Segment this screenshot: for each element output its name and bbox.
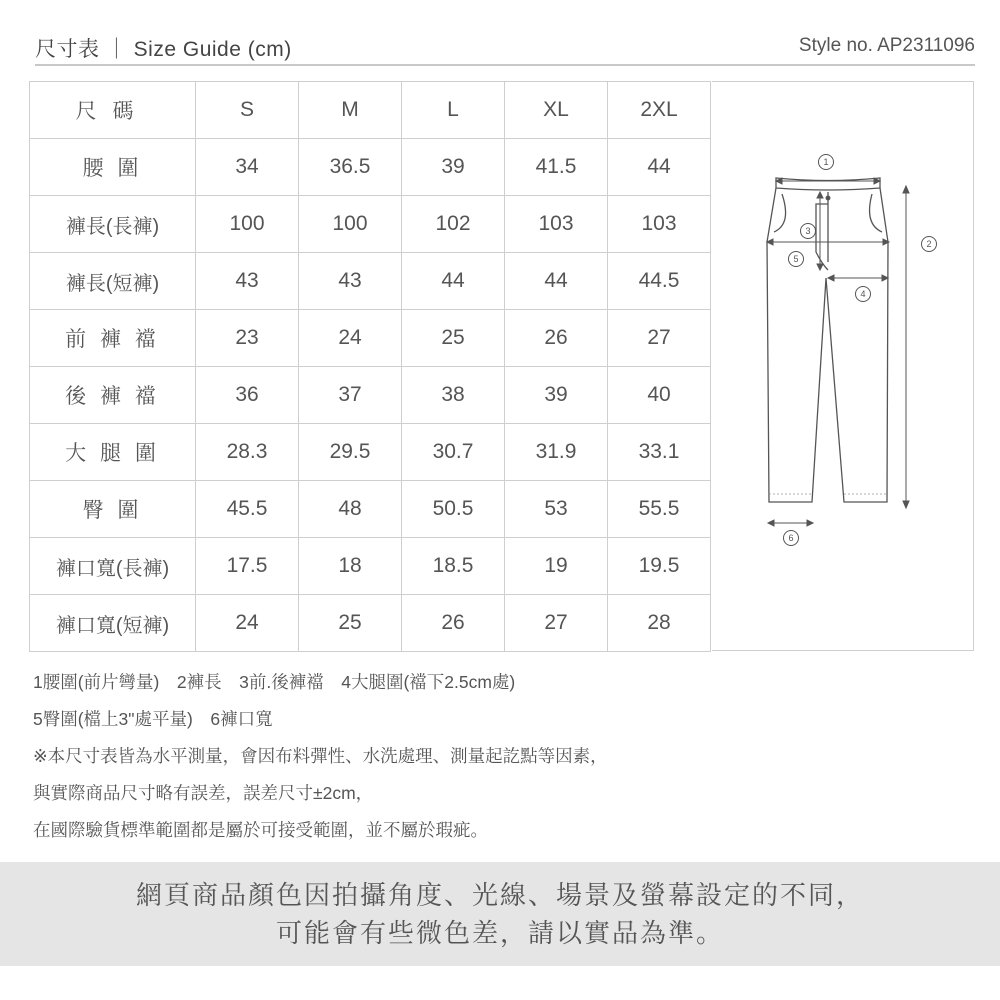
note-line: 5臀圍(檔上3"處平量) 6褲口寬: [33, 709, 273, 729]
table-cell: 25: [299, 595, 402, 652]
arrowhead: [807, 520, 813, 526]
table-cell: 23: [196, 310, 299, 367]
column-header-size-label: 尺碼: [30, 82, 196, 139]
marker-4: [856, 287, 871, 302]
table-cell: 36.5: [299, 139, 402, 196]
table-row: [30, 139, 711, 196]
marker-5-label: 5: [793, 254, 799, 264]
table-cell: 44: [608, 139, 711, 196]
table-cell: 18.5: [402, 538, 505, 595]
table-cell: 18: [299, 538, 402, 595]
table-cell: 17.5: [196, 538, 299, 595]
table-cell: 44.5: [608, 253, 711, 310]
table-cell: 53: [505, 481, 608, 538]
table-cell: 44: [402, 253, 505, 310]
table-cell: 41.5: [505, 139, 608, 196]
column-header-size: S: [196, 82, 299, 139]
table-cell: 29.5: [299, 424, 402, 481]
table-cell: 102: [402, 196, 505, 253]
table-header-row: [30, 82, 711, 139]
table-row: [30, 481, 711, 538]
note-line: 在國際驗貨標準範圍都是屬於可接受範圍，並不屬於瑕疵。: [33, 820, 488, 840]
table-cell: 19.5: [608, 538, 711, 595]
table-cell: 43: [196, 253, 299, 310]
marker-3-label: 3: [805, 226, 811, 236]
fly-stitch: [816, 204, 828, 270]
table-cell: 26: [505, 310, 608, 367]
marker-5: [789, 252, 804, 267]
column-header-size: M: [299, 82, 402, 139]
arrowhead: [903, 186, 909, 193]
marker-6: [784, 531, 799, 546]
marker-6-label: 6: [788, 533, 794, 543]
table-cell: 44: [505, 253, 608, 310]
arrowhead: [828, 275, 834, 281]
row-label: 褲長(長褲): [30, 196, 196, 253]
table-cell: 24: [196, 595, 299, 652]
disclaimer-line-2: 可能會有些微色差，請以實品為準。: [275, 918, 724, 948]
right-pocket: [870, 194, 882, 232]
table-cell: 28.3: [196, 424, 299, 481]
measurement-notes: [33, 670, 608, 855]
marker-3: [801, 224, 816, 239]
column-header-size: XL: [505, 82, 608, 139]
table-cell: 39: [505, 367, 608, 424]
table-cell: 24: [299, 310, 402, 367]
page-title: 尺寸表 ｜ Size Guide (cm): [35, 38, 292, 61]
table-cell: 39: [402, 139, 505, 196]
table-row: [30, 595, 711, 652]
row-label: 褲長(短褲): [30, 253, 196, 310]
column-header-size: 2XL: [608, 82, 711, 139]
arrowhead: [817, 264, 823, 270]
pants-measurement-diagram: [712, 82, 973, 650]
table-cell: 43: [299, 253, 402, 310]
row-label: 褲口寬(短褲): [30, 595, 196, 652]
table-cell: 27: [608, 310, 711, 367]
marker-4-label: 4: [860, 289, 866, 299]
table-cell: 103: [505, 196, 608, 253]
color-disclaimer-banner: [0, 862, 1000, 966]
pants-outline: [767, 178, 888, 502]
waistband: [776, 178, 880, 190]
marker-2-label: 2: [926, 239, 932, 249]
arrowhead: [882, 275, 888, 281]
table-cell: 25: [402, 310, 505, 367]
row-label: 大 腿 圍: [30, 424, 196, 481]
table-cell: 26: [402, 595, 505, 652]
measurement-markers: [784, 155, 937, 546]
table-cell: 103: [608, 196, 711, 253]
table-cell: 19: [505, 538, 608, 595]
table-cell: 36: [196, 367, 299, 424]
table-row: [30, 367, 711, 424]
table-cell: 100: [196, 196, 299, 253]
left-pocket: [774, 194, 786, 232]
table-cell: 50.5: [402, 481, 505, 538]
table-cell: 40: [608, 367, 711, 424]
disclaimer-line-1: 網頁商品顏色因拍攝角度、光線、場景及螢幕設定的不同，: [135, 880, 864, 910]
table-row: [30, 310, 711, 367]
row-label: 褲口寬(長褲): [30, 538, 196, 595]
row-label: 前 褲 襠: [30, 310, 196, 367]
note-line: 1腰圍(前片彎量) 2褲長 3前.後褲襠 4大腿圍(襠下2.5cm處): [33, 672, 516, 692]
marker-1-label: 1: [823, 157, 829, 167]
table-cell: 31.9: [505, 424, 608, 481]
pants-diagram-panel: [712, 81, 974, 651]
table-cell: 27: [505, 595, 608, 652]
table-cell: 28: [608, 595, 711, 652]
table-cell: 34: [196, 139, 299, 196]
header: [35, 30, 975, 66]
marker-2: [922, 237, 937, 252]
button: [826, 196, 830, 200]
arrowhead: [768, 520, 774, 526]
style-number: Style no. AP2311096: [798, 35, 975, 56]
table-cell: 55.5: [608, 481, 711, 538]
column-header-size: L: [402, 82, 505, 139]
table-row: [30, 253, 711, 310]
note-line: 與實際商品尺寸略有誤差，誤差尺寸±2cm，: [33, 783, 374, 803]
note-line: ※本尺寸表皆為水平測量，會因布料彈性、水洗處理、測量起訖點等因素，: [33, 746, 608, 766]
table-cell: 33.1: [608, 424, 711, 481]
size-table: [29, 81, 711, 652]
marker-1: [819, 155, 834, 170]
row-label: 臀 圍: [30, 481, 196, 538]
table-cell: 48: [299, 481, 402, 538]
table-cell: 30.7: [402, 424, 505, 481]
arrowhead: [817, 192, 823, 198]
table-row: [30, 424, 711, 481]
table-row: [30, 538, 711, 595]
table-cell: 45.5: [196, 481, 299, 538]
table-row: [30, 196, 711, 253]
row-label: 後 褲 襠: [30, 367, 196, 424]
table-cell: 37: [299, 367, 402, 424]
table-cell: 100: [299, 196, 402, 253]
table-cell: 38: [402, 367, 505, 424]
arrowhead: [903, 501, 909, 508]
row-label: 腰 圍: [30, 139, 196, 196]
